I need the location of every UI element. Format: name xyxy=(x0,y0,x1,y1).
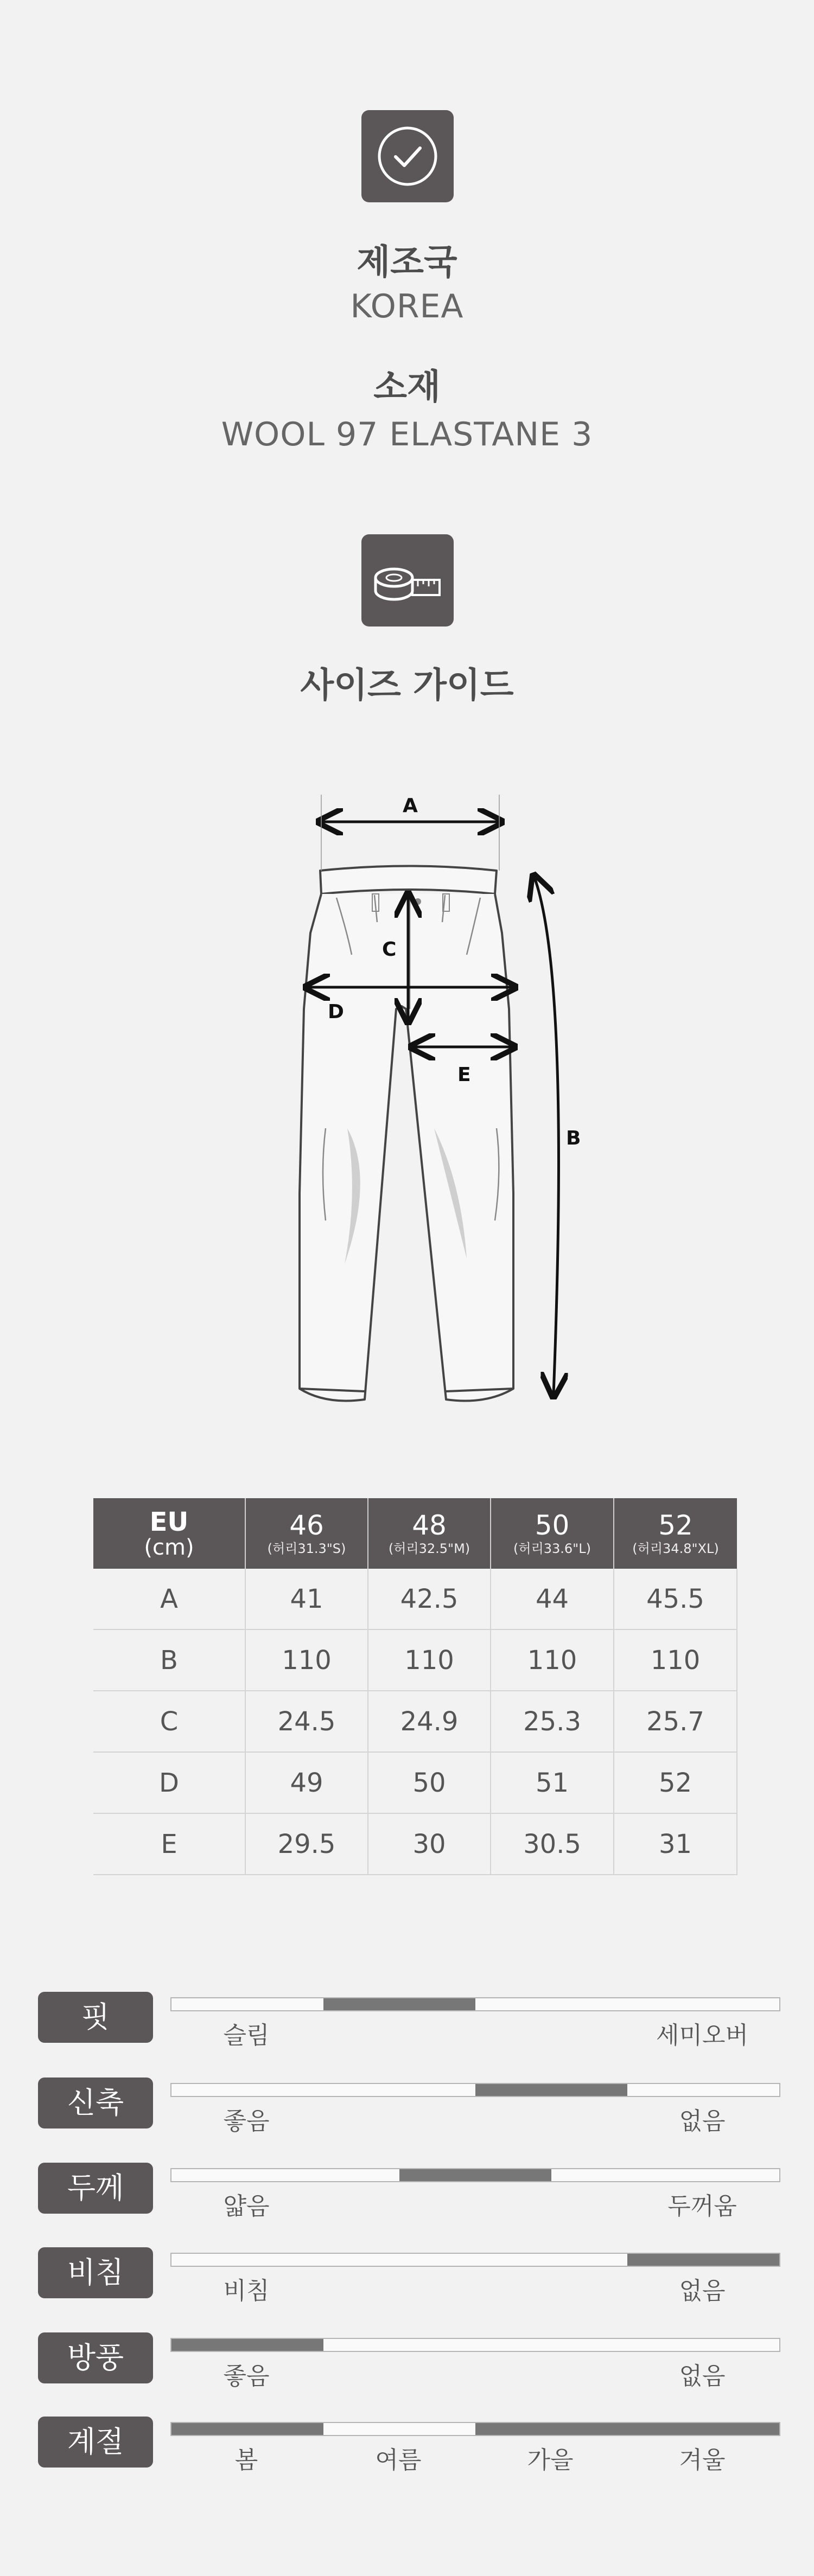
attribute-scale-label: 없음 xyxy=(679,2362,726,2390)
table-row xyxy=(93,1629,737,1691)
attribute-name: 신축 xyxy=(38,2078,153,2128)
table-cell: 49 xyxy=(245,1752,368,1813)
table-cell: 24.9 xyxy=(368,1691,491,1752)
size-header: 48 (허리32.5"M) xyxy=(368,1498,491,1569)
table-cell: 25.3 xyxy=(491,1691,614,1752)
row-label: B xyxy=(93,1629,245,1691)
size-guide-title: 사이즈 가이드 xyxy=(300,666,514,706)
attribute-row xyxy=(38,2078,781,2135)
table-cell: 52 xyxy=(614,1752,737,1813)
attribute-scale xyxy=(170,2083,780,2097)
attribute-row xyxy=(38,1992,781,2049)
table-row xyxy=(93,1752,737,1813)
attribute-name: 비침 xyxy=(38,2247,153,2298)
table-cell: 110 xyxy=(368,1629,491,1691)
tape-measure-icon xyxy=(361,534,454,627)
attribute-scale-label: 여름 xyxy=(375,2446,422,2474)
table-cell: 110 xyxy=(614,1629,737,1691)
check-badge-icon xyxy=(361,110,454,202)
attribute-scale xyxy=(170,2253,780,2267)
material-value: WOOL 97 ELASTANE 3 xyxy=(221,416,593,453)
attribute-scale-fill xyxy=(399,2169,551,2181)
table-cell: 50 xyxy=(368,1752,491,1813)
size-header: 50 (허리33.6"L) xyxy=(491,1498,614,1569)
table-cell: 29.5 xyxy=(245,1813,368,1875)
row-label: D xyxy=(93,1752,245,1813)
attribute-scale-fill xyxy=(323,1998,475,2010)
attribute-name: 방풍 xyxy=(38,2332,153,2383)
diagram-label-a: A xyxy=(403,795,418,817)
table-row xyxy=(93,1569,737,1629)
attribute-scale-label: 없음 xyxy=(679,2107,726,2135)
attribute-scale-fill xyxy=(171,2339,323,2351)
size-header: 46 (허리31.3"S) xyxy=(245,1498,368,1569)
diagram-label-e: E xyxy=(457,1064,471,1086)
size-table-header xyxy=(93,1498,737,1569)
row-label: E xyxy=(93,1813,245,1875)
table-row xyxy=(93,1813,737,1875)
table-cell: 45.5 xyxy=(614,1569,737,1629)
unit-header: EU (cm) xyxy=(93,1498,245,1569)
attribute-name: 핏 xyxy=(38,1992,153,2043)
table-cell: 44 xyxy=(491,1569,614,1629)
row-label: A xyxy=(93,1569,245,1629)
attribute-scale-label: 봄 xyxy=(234,2446,258,2474)
attribute-name: 두께 xyxy=(38,2163,153,2214)
table-cell: 110 xyxy=(491,1629,614,1691)
attribute-scale xyxy=(170,2338,780,2352)
attribute-scale-label: 얇음 xyxy=(223,2193,270,2220)
attribute-scale-label: 가을 xyxy=(527,2446,574,2474)
attribute-scale-fill xyxy=(475,2084,627,2096)
table-cell: 30.5 xyxy=(491,1813,614,1875)
attribute-scale xyxy=(170,2422,780,2436)
attribute-name: 계절 xyxy=(38,2417,153,2468)
row-label: C xyxy=(93,1691,245,1752)
origin-label: 제조국 xyxy=(357,242,457,283)
material-label: 소재 xyxy=(373,367,441,407)
table-cell: 42.5 xyxy=(368,1569,491,1629)
attribute-row xyxy=(38,2163,781,2220)
table-cell: 110 xyxy=(245,1629,368,1691)
attribute-scale-label: 겨울 xyxy=(679,2446,726,2474)
attribute-scale-label: 비침 xyxy=(223,2277,270,2305)
table-row xyxy=(93,1691,737,1752)
table-cell: 51 xyxy=(491,1752,614,1813)
size-table xyxy=(93,1498,737,1875)
table-cell: 30 xyxy=(368,1813,491,1875)
attribute-row xyxy=(38,2247,781,2305)
table-cell: 25.7 xyxy=(614,1691,737,1752)
origin-value: KOREA xyxy=(350,287,464,325)
attribute-scale-label: 세미오버 xyxy=(656,2022,749,2049)
attribute-scale-fill xyxy=(171,2423,323,2435)
pants-diagram xyxy=(0,759,814,1437)
attribute-scale-label: 좋음 xyxy=(223,2362,270,2390)
attribute-scale-label: 두꺼움 xyxy=(667,2193,737,2220)
attribute-scale-fill xyxy=(475,2423,627,2435)
attribute-scale-label: 슬림 xyxy=(223,2022,270,2049)
table-cell: 41 xyxy=(245,1569,368,1629)
attribute-row xyxy=(38,2332,781,2390)
diagram-label-c: C xyxy=(382,938,397,961)
attribute-scale-label: 없음 xyxy=(679,2277,726,2305)
attribute-scale-fill xyxy=(627,2423,779,2435)
attribute-row xyxy=(38,2417,781,2474)
diagram-label-d: D xyxy=(328,1001,344,1023)
attribute-scale xyxy=(170,1997,780,2011)
attribute-scale xyxy=(170,2168,780,2182)
size-header: 52 (허리34.8"XL) xyxy=(614,1498,737,1569)
table-cell: 24.5 xyxy=(245,1691,368,1752)
table-cell: 31 xyxy=(614,1813,737,1875)
diagram-label-b: B xyxy=(566,1127,581,1149)
attribute-scale-label: 좋음 xyxy=(223,2107,270,2135)
attribute-scale-fill xyxy=(627,2254,779,2266)
